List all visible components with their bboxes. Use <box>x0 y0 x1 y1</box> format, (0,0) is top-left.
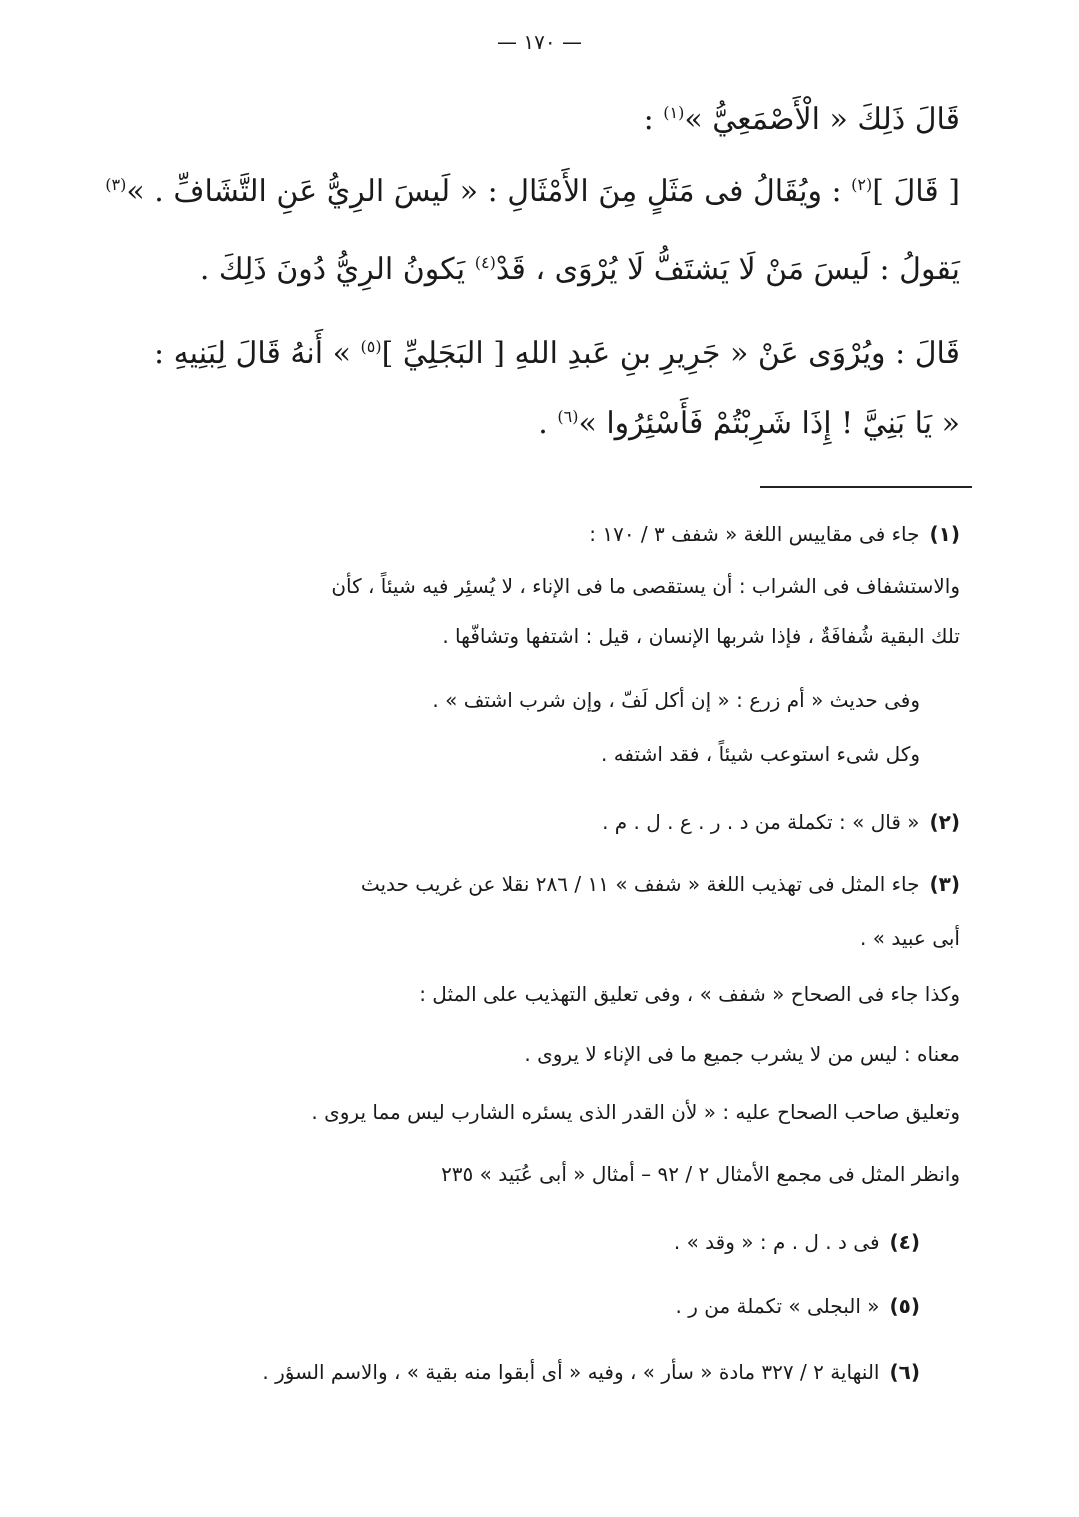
footnote-2 <box>602 806 960 838</box>
footnote-text: النهاية ٢ / ٣٢٧ مادة « سأر » ، وفيه « أى أبقوا منه بقية » ، والاسم السؤر . <box>262 1360 880 1384</box>
footnote-text: « البجلى » تكملة من ر . <box>675 1294 880 1318</box>
footnote-text: جاء المثل فى تهذيب اللغة « شفف » ١١ / ٢٨٦ نقلا عن غريب حديث <box>360 872 920 896</box>
footnote-ref: (٦) <box>557 407 579 426</box>
main-line-3 <box>120 250 960 290</box>
footnote-5 <box>676 1290 920 1322</box>
main-text-fragment: [ قَالَ ] <box>872 174 960 209</box>
footnote-3 <box>361 868 960 900</box>
footnote-number: (١) <box>929 522 960 546</box>
footnote-ref: (١) <box>663 103 685 122</box>
footnote-3-line-2: أبى عبيد » . <box>860 926 960 950</box>
footnote-number: (٣) <box>929 872 960 896</box>
main-text-fragment: » أَنهُ قَالَ لِبَنِيهِ : <box>153 336 351 371</box>
footnote-separator <box>760 486 972 488</box>
main-text-fragment: يَقولُ : لَيسَ مَنْ لَا يَشتَفُّ لَا يُرْوَى ، قَدْ <box>495 252 960 287</box>
footnote-3-line-5: وتعليق صاحب الصحاح عليه : « لأن القدر الذى يسئره الشارب ليس مما يروى . <box>311 1100 960 1124</box>
footnote-ref: (٣) <box>105 175 127 194</box>
main-text-fragment: : <box>643 102 654 137</box>
footnote-3-line-6: وانظر المثل فى مجمع الأمثال ٢ / ٩٢ – أمثال « أبى عُبَيد » ٢٣٥ <box>441 1162 960 1186</box>
footnote-3-line-4: معناه : ليس من لا يشرب جميع ما فى الإناء لا يروى . <box>524 1042 960 1066</box>
footnote-3-line-3: وكذا جاء فى الصحاح « شفف » ، وفى تعليق التهذيب على المثل : <box>419 982 960 1006</box>
footnote-text: « قال » : تكملة من د . ر . ع . ل . م . <box>602 810 920 834</box>
footnote-6 <box>262 1356 920 1388</box>
footnote-text: فى د . ل . م : « وقد » . <box>673 1230 880 1254</box>
main-text-fragment: قَالَ : ويُرْوَى عَنْ « جَرِيرِ بنِ عَبدِ اللهِ [ البَجَلِيِّ ] <box>381 336 960 371</box>
main-text-fragment: : ويُقَالُ فى مَثَلٍ مِنَ الأَمْثَالِ : « لَيسَ الرِيُّ عَنِ التَّشَافِّ . » <box>126 174 842 209</box>
main-line-5 <box>120 404 960 444</box>
footnote-1-line-5: وكل شىء استوعب شيئاً ، فقد اشتفه . <box>600 742 920 766</box>
footnote-number: (٢) <box>929 810 960 834</box>
footnote-number: (٦) <box>889 1360 920 1384</box>
footnote-1-line-2: والاستشفاف فى الشراب : أن يستقصى ما فى الإناء ، لا يُسئِر فيه شيئاً ، كأن <box>331 574 960 598</box>
footnote-number: (٥) <box>889 1294 920 1318</box>
main-text-fragment: يَكونُ الرِيُّ دُونَ ذَلِكَ . <box>199 252 466 287</box>
footnote-1-line-4: وفى حديث « أم زرع : « إن أكل لَفّ ، وإن شرب اشتف » . <box>432 688 920 712</box>
footnote-1 <box>589 518 960 550</box>
main-line-4 <box>120 334 960 374</box>
main-line-1 <box>120 100 960 140</box>
footnote-4 <box>674 1226 920 1258</box>
main-text-fragment: « يَا بَنِيَّ ! إِذَا شَرِبْتُمْ فَأَسْئِرُوا » <box>578 406 960 441</box>
footnote-ref: (٥) <box>360 337 382 356</box>
footnote-ref: (٤) <box>474 253 496 272</box>
main-line-2 <box>105 172 960 212</box>
footnote-ref: (٢) <box>851 175 873 194</box>
main-text-fragment: . <box>538 406 548 441</box>
main-text-fragment: قَالَ ذَلِكَ « الْأَصْمَعِيُّ » <box>684 102 960 137</box>
footnote-text: جاء فى مقاييس اللغة « شفف ٣ / ١٧٠ : <box>589 522 920 546</box>
footnote-1-line-3: تلك البقية شُفافَةٌ ، فإذا شربها الإنسان ، قيل : اشتفها وتشافّها . <box>442 624 960 648</box>
footnote-number: (٤) <box>889 1230 920 1254</box>
page-number: — ١٧٠ — <box>497 30 582 54</box>
